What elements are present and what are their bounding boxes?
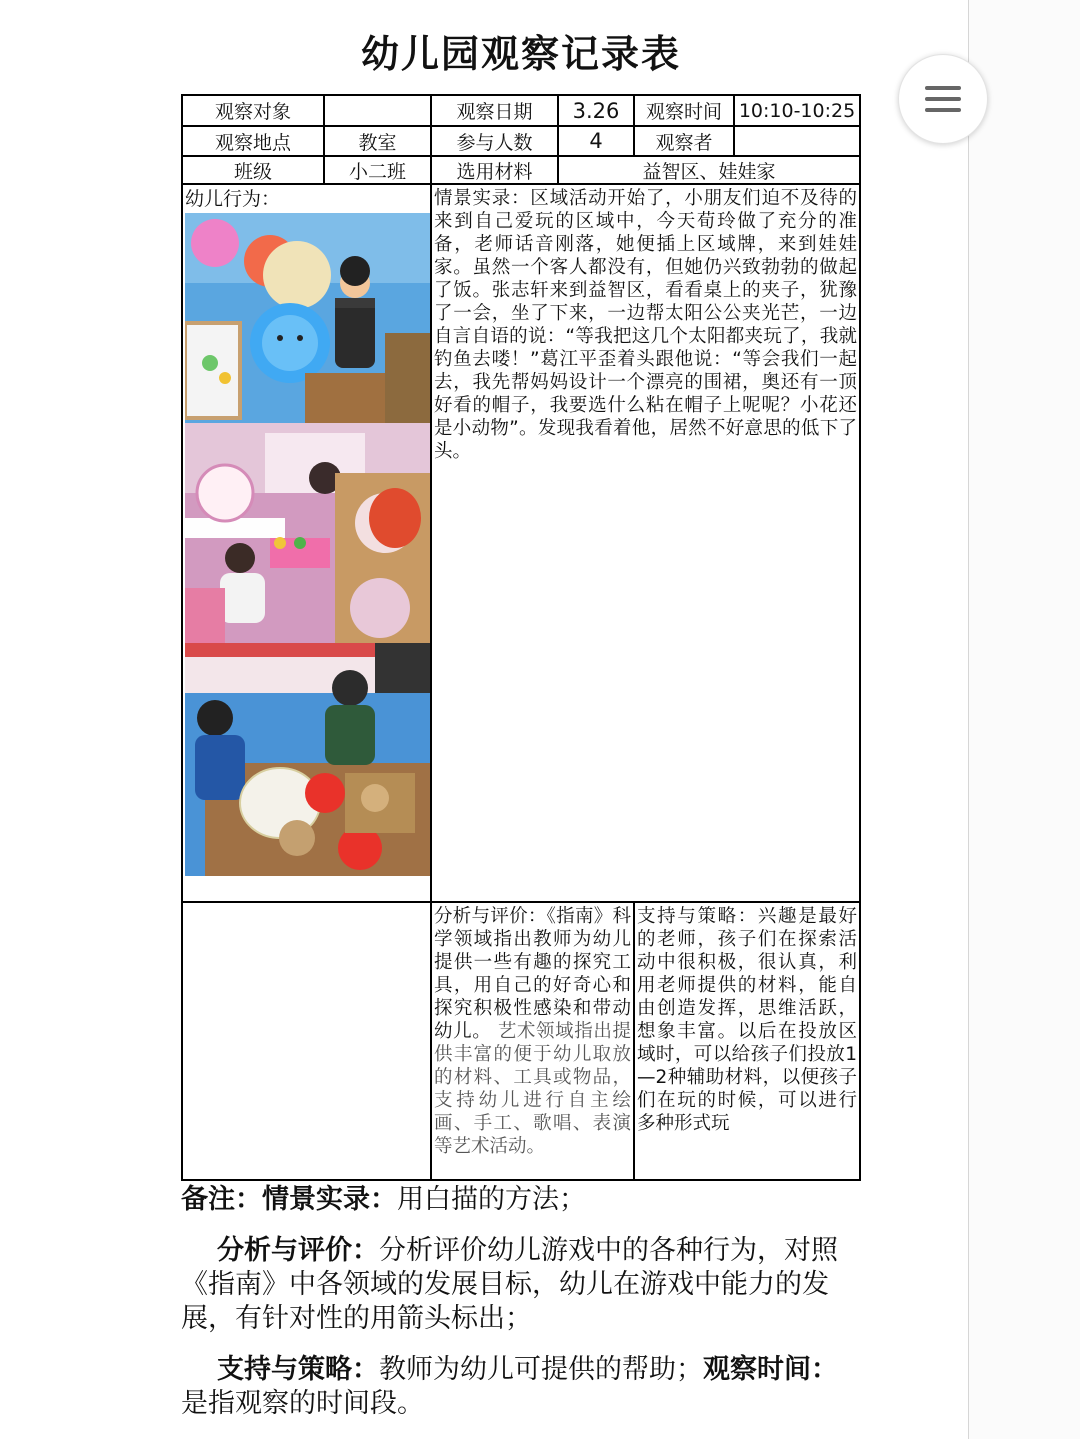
notes-line-2	[181, 1234, 861, 1336]
class-value: 小二班	[348, 160, 406, 183]
date-label: 观察日期	[456, 101, 533, 123]
notes-line-1	[181, 1183, 871, 1217]
materials-value: 益智区、娃娃家	[642, 160, 776, 183]
class-label: 班级	[233, 160, 272, 183]
count-value: 4	[589, 129, 603, 153]
notes-text-strategy: 教师为幼儿可提供的帮助；	[379, 1354, 703, 1385]
photo-craft-table	[185, 643, 430, 876]
notes-line-3	[181, 1353, 861, 1421]
target-label: 观察对象	[214, 101, 291, 123]
count-label: 参与人数	[456, 131, 533, 154]
page-title: 幼儿园观察记录表	[360, 32, 681, 76]
observer-value	[735, 127, 859, 155]
scene-record-text: 情景实录：区域活动开始了，小朋友们迫不及待的来到自己爱玩的区域中，今天荀玲做了充分的准备，老师话音刚落，她便插上区域牌，来到娃娃家。虽然一个客人都没有，但她仍兴致勃勃的做起了饭。张志轩来到益智区，看看桌上的夹子，犹豫了一会，坐了下来，一边帮太阳公公夹光芒，一边自言自语的说：“等我把这几个太阳都夹玩了，我就钓鱼去喽！”葛江平歪着头跟他说：“等会我们一起去，我先帮妈妈设计一个漂亮的围裙，奥还有一顶好看的帽子，我要选什么粘在帽子上呢呢？小花还是小动物”。发现我看着他，居然不好意思的低下了头。	[434, 188, 857, 462]
materials-label: 选用材料	[456, 160, 533, 183]
notes-label-strategy: 支持与策略：	[217, 1354, 379, 1385]
hamburger-menu-icon[interactable]	[898, 54, 988, 144]
time-value: 10:10-10:25	[738, 99, 856, 122]
target-value	[325, 96, 430, 125]
notes-label-analysis: 分析与评价：	[217, 1235, 379, 1266]
place-value: 教室	[358, 131, 397, 154]
analysis-cell	[432, 903, 633, 1179]
photo-doll-house	[185, 423, 430, 643]
notes-text-scene: 用白描的方法；	[397, 1184, 586, 1215]
strategy-text: 支持与策略：兴趣是最好的老师，孩子们在探索活动中很积极，很认真，利用老师提供的材料，能自由创造发挥，思维活跃，想象丰富。以后在投放区域时，可以给孩子们投放1—2种辅助材料，以便孩子们在玩的时候，可以进行多种形式玩	[637, 906, 857, 1134]
analysis-text-part2: 艺术领域指出提供丰富的便于幼儿取放的材料、工具或物品，支持幼儿进行自主绘画、手工、歌唱、表演等艺术活动。	[434, 1021, 631, 1157]
notes-text-analysis: 分析评价幼儿游戏中的各种行为，对照《指南》中各领域的发展目标，幼儿在游戏中能力的发展，有针对性的用箭头标出；	[181, 1235, 838, 1334]
puzzle-area-illustration	[185, 213, 430, 423]
behavior-label: 幼儿行为：	[185, 188, 281, 210]
craft-table-illustration	[185, 643, 430, 876]
notes-text-time: 是指观察的时间段。	[181, 1388, 424, 1419]
doll-house-illustration	[185, 423, 430, 643]
observation-table	[181, 94, 861, 1181]
right-gutter	[968, 0, 1080, 1439]
place-label: 观察地点	[214, 131, 291, 154]
observer-label: 观察者	[655, 131, 713, 154]
analysis-text-part1: 分析与评价：《指南》科学领域指出教师为幼儿提供一些有趣的探究工具，用自己的好奇心和探究积极性感染和带动幼儿。	[434, 906, 631, 1042]
notes-label-time: 观察时间：	[703, 1354, 838, 1385]
time-label: 观察时间	[645, 101, 722, 123]
date-value: 3.26	[572, 98, 620, 123]
photo-puzzle-area	[185, 213, 430, 423]
notes-label-scene: 备注：情景实录：	[181, 1184, 397, 1215]
